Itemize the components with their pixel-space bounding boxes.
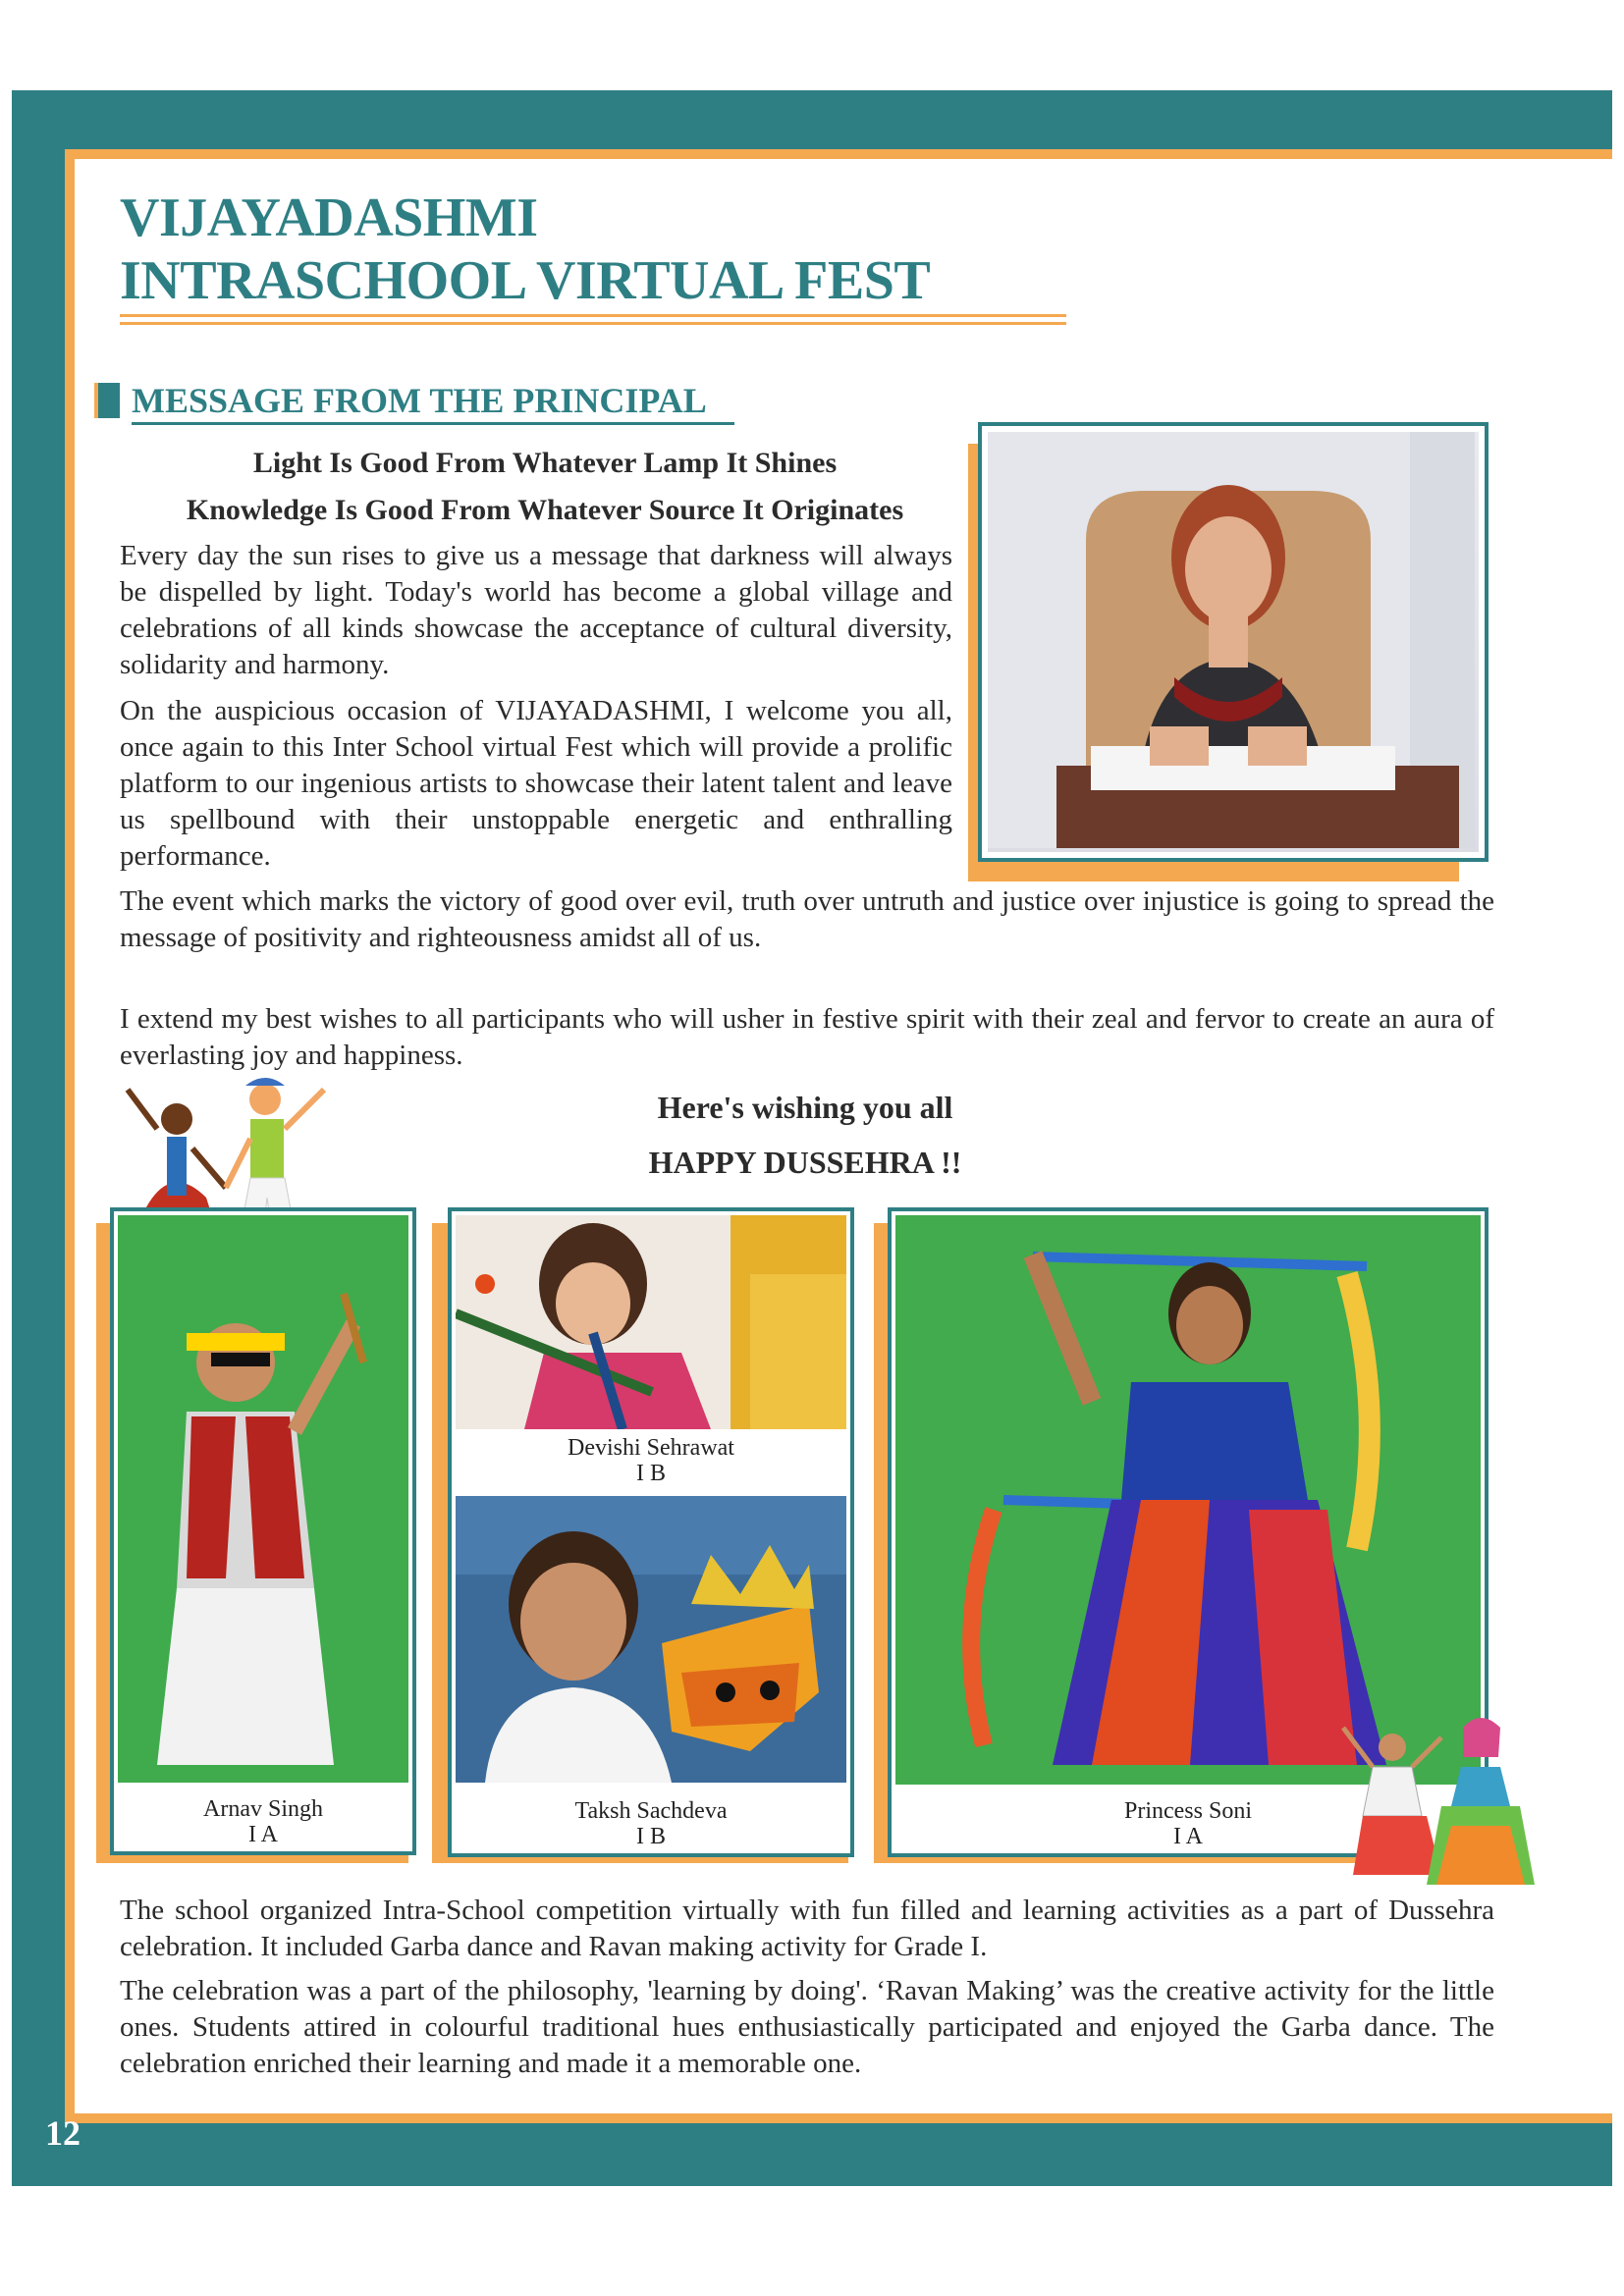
frame-left-band [12,90,65,2186]
celebration-paragraph-1: The school organized Intra-School competition virtually with fun filled and learning activities as a part of Dussehra celebration. It included Garba dance and Ravan making activity for Grade I. [120,1895,1494,1962]
frame-bottom-stripe [65,2113,1612,2123]
message-paragraph-4: I extend my best wishes to all participants who will usher in festive spirit with their zeal and fervor to create an aura of everlasting joy and happiness. [120,1003,1494,1071]
student-name: Taksh Sachdeva [574,1798,728,1824]
happy-dussehra-line: HAPPY DUSSEHRA !! [648,1145,962,1180]
frame-top-stripe [65,149,1612,159]
message-paragraph-1: Every day the sun rises to give us a message that darkness will always be dispelled by light. Today's world has become a global village and celebrations of all kinds showcase the acceptance of cultural diversity, solidarity and harmony. [120,540,952,680]
title-line-2: INTRASCHOOL VIRTUAL FEST [120,250,931,311]
message-paragraph-2: On the auspicious occasion of VIJAYADASHMI, I welcome you all, once again to this Inter School virtual Fest which will provide a prolific platform to our ingenious artists to showcase their latent talent and leave us spellbound with their unstoppable energetic and enthralling performance. [120,695,952,872]
page-title [120,187,930,312]
student-class: I B [636,1824,666,1849]
student-class: I B [636,1461,666,1486]
section-heading: MESSAGE FROM THE PRINCIPAL [132,381,707,420]
principal-photo [978,422,1489,862]
principal-illustration [988,432,1475,848]
student-photo-taksh [456,1496,846,1783]
frame-bottom-band [12,2123,1612,2186]
quote-line-1: Light Is Good From Whatever Lamp It Shines [252,447,838,479]
wishing-line: Here's wishing you all [657,1090,953,1125]
student-photo-arnav [118,1215,408,1783]
celebration-paragraph-2: The celebration was a part of the philosophy, 'learning by doing'. ‘Ravan Making’ was the creative activity for the little ones. Students attired in colourful traditional hues enthusiastically participated and enjoyed the Garba dance. The celebration enriched their learning and made it a memorable one. [120,1975,1494,2079]
student-class: I A [1173,1824,1203,1849]
student-photo-devishi-image [456,1215,846,1429]
frame-left-stripe [65,149,75,2113]
student-name: Devishi Sehrawat [568,1435,734,1461]
principal-photo-image [988,432,1479,852]
section-marker [94,383,120,418]
student-card-arnav [110,1207,416,1855]
section-underline [132,422,734,425]
title-underline [120,314,1066,317]
frame-top-band [12,90,1612,149]
student-photo-princess [895,1215,1481,1785]
message-paragraph-3: The event which marks the victory of good over evil, truth over untruth and justice over injustice is going to spread the message of positivity and righteousness amidst all of us. [120,885,1494,953]
title-underline-2 [120,322,1066,325]
title-line-1: VIJAYADASHMI [120,187,538,248]
student-name: Arnav Singh [203,1796,323,1822]
student-name: Princess Soni [1123,1798,1252,1824]
quote-line-2: Knowledge Is Good From Whatever Source It Originates [186,494,904,526]
student-photo-taksh-image [456,1496,846,1783]
student-class: I A [248,1822,278,1847]
page-number: 12 [45,2113,81,2153]
garba-dancers-illustration [1333,1708,1540,1895]
student-photo-arnav-image [118,1215,408,1783]
student-card-devishi-taksh [448,1207,854,1857]
student-photo-princess-image [895,1215,1481,1785]
student-photo-devishi [456,1215,846,1429]
